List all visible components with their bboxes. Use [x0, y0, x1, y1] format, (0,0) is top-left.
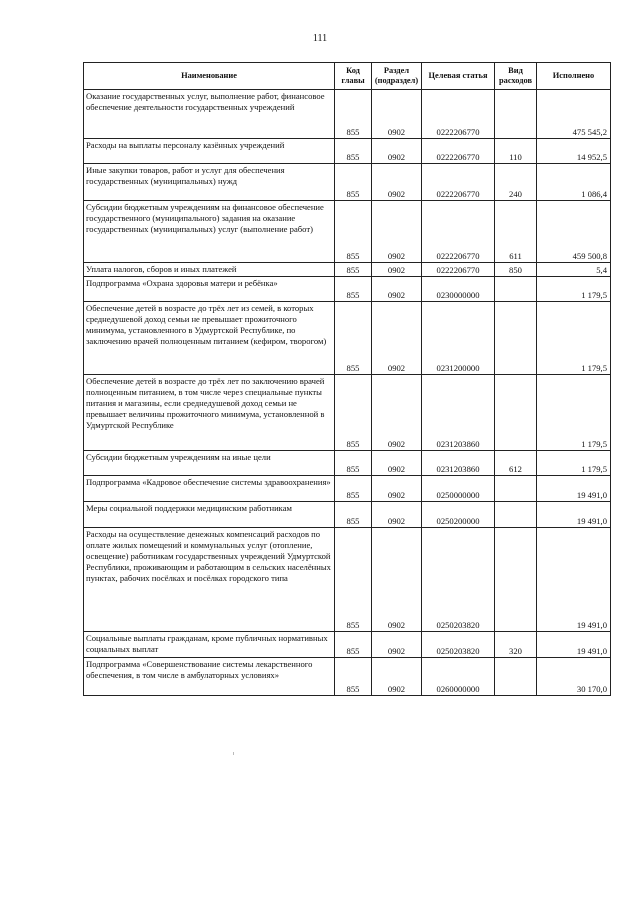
row-type: 110: [495, 139, 537, 164]
budget-table: [83, 62, 611, 696]
row-code: 855: [335, 476, 372, 502]
table-row: [84, 139, 611, 164]
row-amount: 1 179,5: [537, 451, 611, 476]
row-code: 855: [335, 139, 372, 164]
row-type: 612: [495, 451, 537, 476]
row-type: [495, 277, 537, 302]
header-type: Вид расходов: [495, 63, 537, 90]
row-amount: 1 086,4: [537, 164, 611, 201]
row-code: 855: [335, 302, 372, 375]
row-section: 0902: [372, 302, 422, 375]
row-amount: 19 491,0: [537, 476, 611, 502]
row-code: 855: [335, 375, 372, 451]
table-row: [84, 164, 611, 201]
row-type: [495, 90, 537, 139]
row-section: 0902: [372, 476, 422, 502]
row-target: 0231203860: [422, 451, 495, 476]
row-section: 0902: [372, 263, 422, 277]
row-target: 0260000000: [422, 658, 495, 696]
row-name: Меры социальной поддержки медицинским работникам: [84, 502, 335, 528]
row-section: 0902: [372, 632, 422, 658]
row-target: 0250203820: [422, 632, 495, 658]
row-name: Оказание государственных услуг, выполнение работ, финансовое обеспечение деятельности государственных учреждений: [84, 90, 335, 139]
row-code: 855: [335, 632, 372, 658]
table-row: [84, 528, 611, 632]
row-type: [495, 476, 537, 502]
row-amount: 30 170,0: [537, 658, 611, 696]
row-name: Расходы на выплаты персоналу казённых учреждений: [84, 139, 335, 164]
row-code: 855: [335, 502, 372, 528]
row-amount: 14 952,5: [537, 139, 611, 164]
header-name: Наименование: [84, 63, 335, 90]
row-section: 0902: [372, 658, 422, 696]
row-target: 0250000000: [422, 476, 495, 502]
row-target: 0222206770: [422, 263, 495, 277]
row-section: 0902: [372, 528, 422, 632]
header-executed: Исполнено: [537, 63, 611, 90]
row-target: 0250203820: [422, 528, 495, 632]
row-name: Иные закупки товаров, работ и услуг для обеспечения государственных (муниципальных) нужд: [84, 164, 335, 201]
row-target: 0222206770: [422, 139, 495, 164]
header-target: Целевая статья: [422, 63, 495, 90]
row-code: 855: [335, 658, 372, 696]
row-target: 0231200000: [422, 302, 495, 375]
row-code: 855: [335, 164, 372, 201]
row-section: 0902: [372, 502, 422, 528]
row-amount: 19 491,0: [537, 502, 611, 528]
table-row: [84, 476, 611, 502]
row-section: 0902: [372, 90, 422, 139]
row-code: 855: [335, 201, 372, 263]
row-name: Обеспечение детей в возрасте до трёх лет по заключению врачей полноценным питанием, в том числе через специальные пункты питания и магазины, если среднедушевой доход семьи не превышает величины прожиточного минимума, установленной в Удмуртской Республике: [84, 375, 335, 451]
row-amount: 5,4: [537, 263, 611, 277]
row-code: 855: [335, 451, 372, 476]
table-row: [84, 263, 611, 277]
table-header-row: [84, 63, 611, 90]
row-amount: 19 491,0: [537, 528, 611, 632]
row-amount: 475 545,2: [537, 90, 611, 139]
row-name: Социальные выплаты гражданам, кроме публичных нормативных социальных выплат: [84, 632, 335, 658]
row-section: 0902: [372, 451, 422, 476]
row-target: 0222206770: [422, 201, 495, 263]
row-type: [495, 528, 537, 632]
row-name: Субсидии бюджетным учреждениям на финансовое обеспечение государственного (муниципального) задания на оказание государственных (муниципальных) услуг (выполнение работ): [84, 201, 335, 263]
row-target: 0230000000: [422, 277, 495, 302]
header-section: Раздел (подраздел): [372, 63, 422, 90]
row-amount: 1 179,5: [537, 375, 611, 451]
row-target: 0231203860: [422, 375, 495, 451]
row-amount: 1 179,5: [537, 277, 611, 302]
row-name: Обеспечение детей в возрасте до трёх лет из семей, в которых среднедушевой доход семьи не превышает прожиточного минимума, установленного в Удмуртской Республике, по заключению врачей полноценным питанием (кефиром, творогом): [84, 302, 335, 375]
row-name: Подпрограмма «Совершенствование системы лекарственного обеспечения, в том числе в амбулаторных условиях»: [84, 658, 335, 696]
row-name: Подпрограмма «Охрана здоровья матери и ребёнка»: [84, 277, 335, 302]
row-section: 0902: [372, 201, 422, 263]
row-type: [495, 302, 537, 375]
table-row: [84, 632, 611, 658]
row-section: 0902: [372, 139, 422, 164]
table-row: [84, 277, 611, 302]
table-row: [84, 502, 611, 528]
table-row: [84, 201, 611, 263]
row-type: 850: [495, 263, 537, 277]
row-code: 855: [335, 90, 372, 139]
row-name: Подпрограмма «Кадровое обеспечение системы здравоохранения»: [84, 476, 335, 502]
row-code: 855: [335, 277, 372, 302]
table-row: [84, 658, 611, 696]
row-type: [495, 502, 537, 528]
row-section: 0902: [372, 375, 422, 451]
row-section: 0902: [372, 277, 422, 302]
row-type: [495, 658, 537, 696]
row-section: 0902: [372, 164, 422, 201]
row-name: Уплата налогов, сборов и иных платежей: [84, 263, 335, 277]
page-number: 111: [312, 33, 328, 44]
row-code: 855: [335, 528, 372, 632]
row-type: 611: [495, 201, 537, 263]
row-amount: 1 179,5: [537, 302, 611, 375]
header-code: Код главы: [335, 63, 372, 90]
row-type: 320: [495, 632, 537, 658]
row-code: 855: [335, 263, 372, 277]
row-type: [495, 375, 537, 451]
row-target: 0222206770: [422, 164, 495, 201]
row-type: 240: [495, 164, 537, 201]
row-name: Субсидии бюджетным учреждениям на иные цели: [84, 451, 335, 476]
scan-mark: [233, 752, 234, 755]
table-row: [84, 302, 611, 375]
table-row: [84, 90, 611, 139]
row-amount: 459 500,8: [537, 201, 611, 263]
row-amount: 19 491,0: [537, 632, 611, 658]
row-target: 0222206770: [422, 90, 495, 139]
table-row: [84, 451, 611, 476]
row-name: Расходы на осуществление денежных компенсаций расходов по оплате жилых помещений и коммунальных услуг (отопление, освещение) работникам государственных учреждений Удмуртской Республики, проживающим и работающим в сельских населённых пунктах, рабочих посёлках и посёлках городского типа: [84, 528, 335, 632]
table-row: [84, 375, 611, 451]
row-target: 0250200000: [422, 502, 495, 528]
